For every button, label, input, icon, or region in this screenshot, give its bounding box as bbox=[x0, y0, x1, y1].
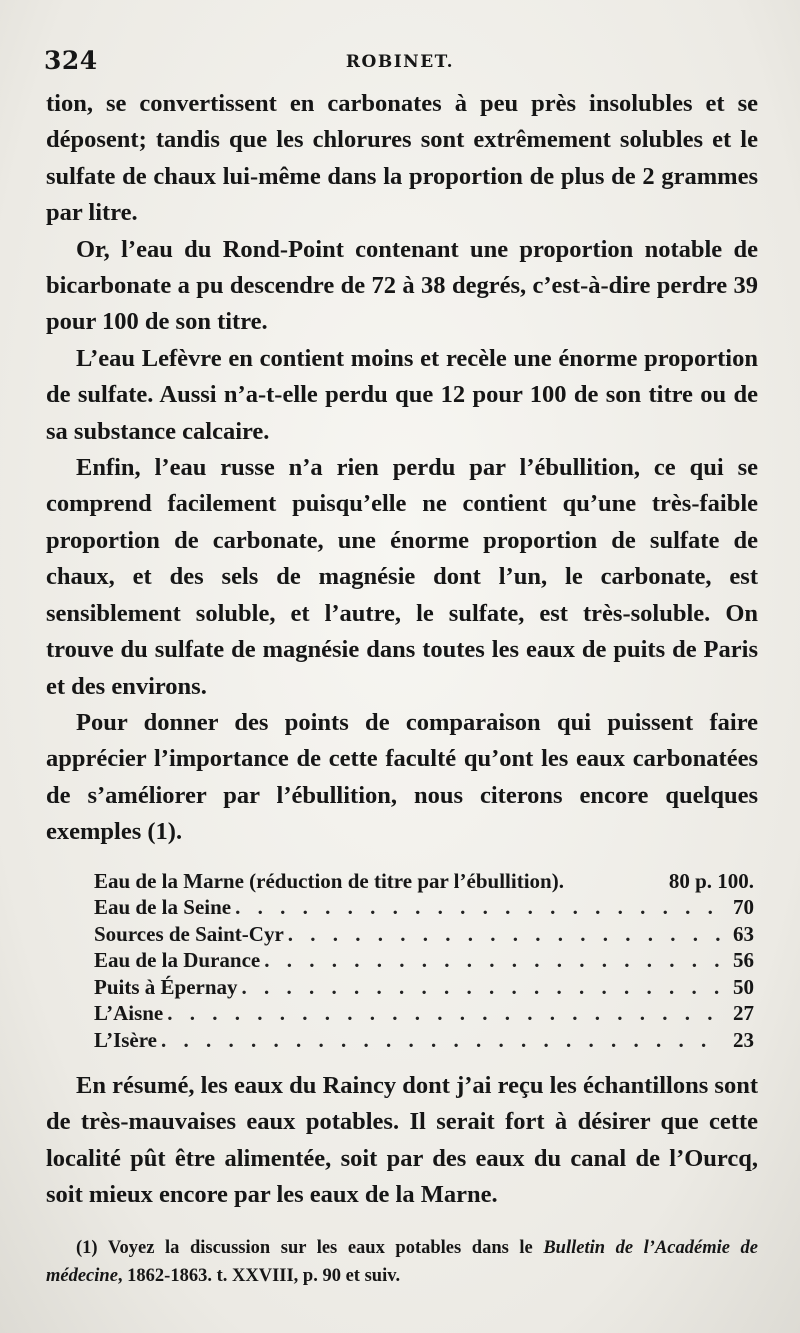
row-label: Eau de la Marne (réduction de titre par l’ébullition). bbox=[94, 868, 564, 893]
row-value: 63 bbox=[733, 921, 754, 946]
table-row bbox=[94, 869, 754, 896]
reduction-table bbox=[94, 869, 754, 1055]
row-leader bbox=[264, 948, 720, 973]
row-value: 70 bbox=[733, 895, 754, 920]
page-body bbox=[46, 86, 758, 1290]
row-label: Eau de la Durance bbox=[94, 948, 261, 973]
paragraph-lefevre: L’eau Lefèvre en contient moins et recèle une énorme proportion de sulfate. Aussi n’a-t-elle perdu que 12 pour 100 de son titre ou de sa substance calcaire. bbox=[46, 344, 758, 445]
row-label: Eau de la Seine bbox=[94, 895, 232, 920]
table-row bbox=[94, 1028, 754, 1055]
page-header bbox=[44, 46, 756, 80]
row-value: 56 bbox=[733, 948, 754, 973]
footnote bbox=[46, 1234, 758, 1290]
paragraph-eau-russe: Enfin, l’eau russe n’a rien perdu par l’ébullition, ce qui se comprend facilement puisqu’elle ne contient qu’une très-faible proportion de carbonate, une énorme proportion de sulfate de chaux, et des sels de magnésie dont l’un, le carbonate, est sensiblement soluble, et l’autre, le sulfate, est très-soluble. On trouve du sulfate de magnésie dans toutes les eaux de puits de Paris et des environs. bbox=[46, 454, 758, 700]
row-label: L’Aisne bbox=[94, 1001, 164, 1026]
row-value: 23 bbox=[733, 1027, 754, 1052]
footnote-prefix: (1) Voyez la discussion sur les eaux potables dans le bbox=[76, 1237, 544, 1258]
row-leader bbox=[288, 922, 720, 947]
table-row bbox=[94, 895, 754, 922]
row-value: 80 p. 100. bbox=[668, 868, 754, 893]
table-row bbox=[94, 948, 754, 975]
row-label: Sources de Saint-Cyr bbox=[94, 921, 284, 946]
paragraph-continuation: tion, se convertissent en carbonates à peu près insolubles et se déposent; tandis que les chlorures sont extrêmement solubles et le sulfate de chaux lui-même dans la proportion de plus de 2 grammes par litre. bbox=[46, 90, 758, 227]
row-leader bbox=[242, 975, 720, 1000]
page-number: 324 bbox=[44, 46, 98, 75]
table-row bbox=[94, 975, 754, 1002]
table-row bbox=[94, 922, 754, 949]
paragraph-summary: En résumé, les eaux du Raincy dont j’ai reçu les échantillons sont de très-mauvaises eaux potables. Il serait fort à désirer que cette localité pût être alimentée, soit par des eaux du canal de l’Ourcq, soit mieux encore par les eaux de la Marne. bbox=[46, 1072, 758, 1209]
row-value: 27 bbox=[733, 1001, 754, 1026]
row-leader bbox=[235, 895, 720, 920]
row-leader bbox=[167, 1001, 720, 1026]
paragraph-comparison: Pour donner des points de comparaison qui puissent faire apprécier l’importance de cette faculté qu’ont les eaux carbonatées de s’améliorer par l’ébullition, nous citerons encore quelques exemples (1). bbox=[46, 708, 758, 846]
table-row bbox=[94, 1001, 754, 1028]
row-leader bbox=[161, 1028, 720, 1053]
row-label: L’Isère bbox=[94, 1027, 157, 1052]
row-label: Puits à Épernay bbox=[94, 974, 238, 999]
paragraph-rond-point: Or, l’eau du Rond-Point contenant une proportion notable de bicarbonate a pu descendre de 72 à 38 degrés, c’est-à-dire perdre 39 pour 100 de son titre. bbox=[46, 235, 758, 336]
row-value: 50 bbox=[733, 974, 754, 999]
footnote-suffix: , 1862-1863. t. XXVIII, p. 90 et suiv. bbox=[117, 1265, 401, 1286]
running-head: ROBINET. bbox=[345, 52, 455, 72]
footnote-journal: Bulletin de l’Académie de médecine bbox=[46, 1237, 759, 1286]
